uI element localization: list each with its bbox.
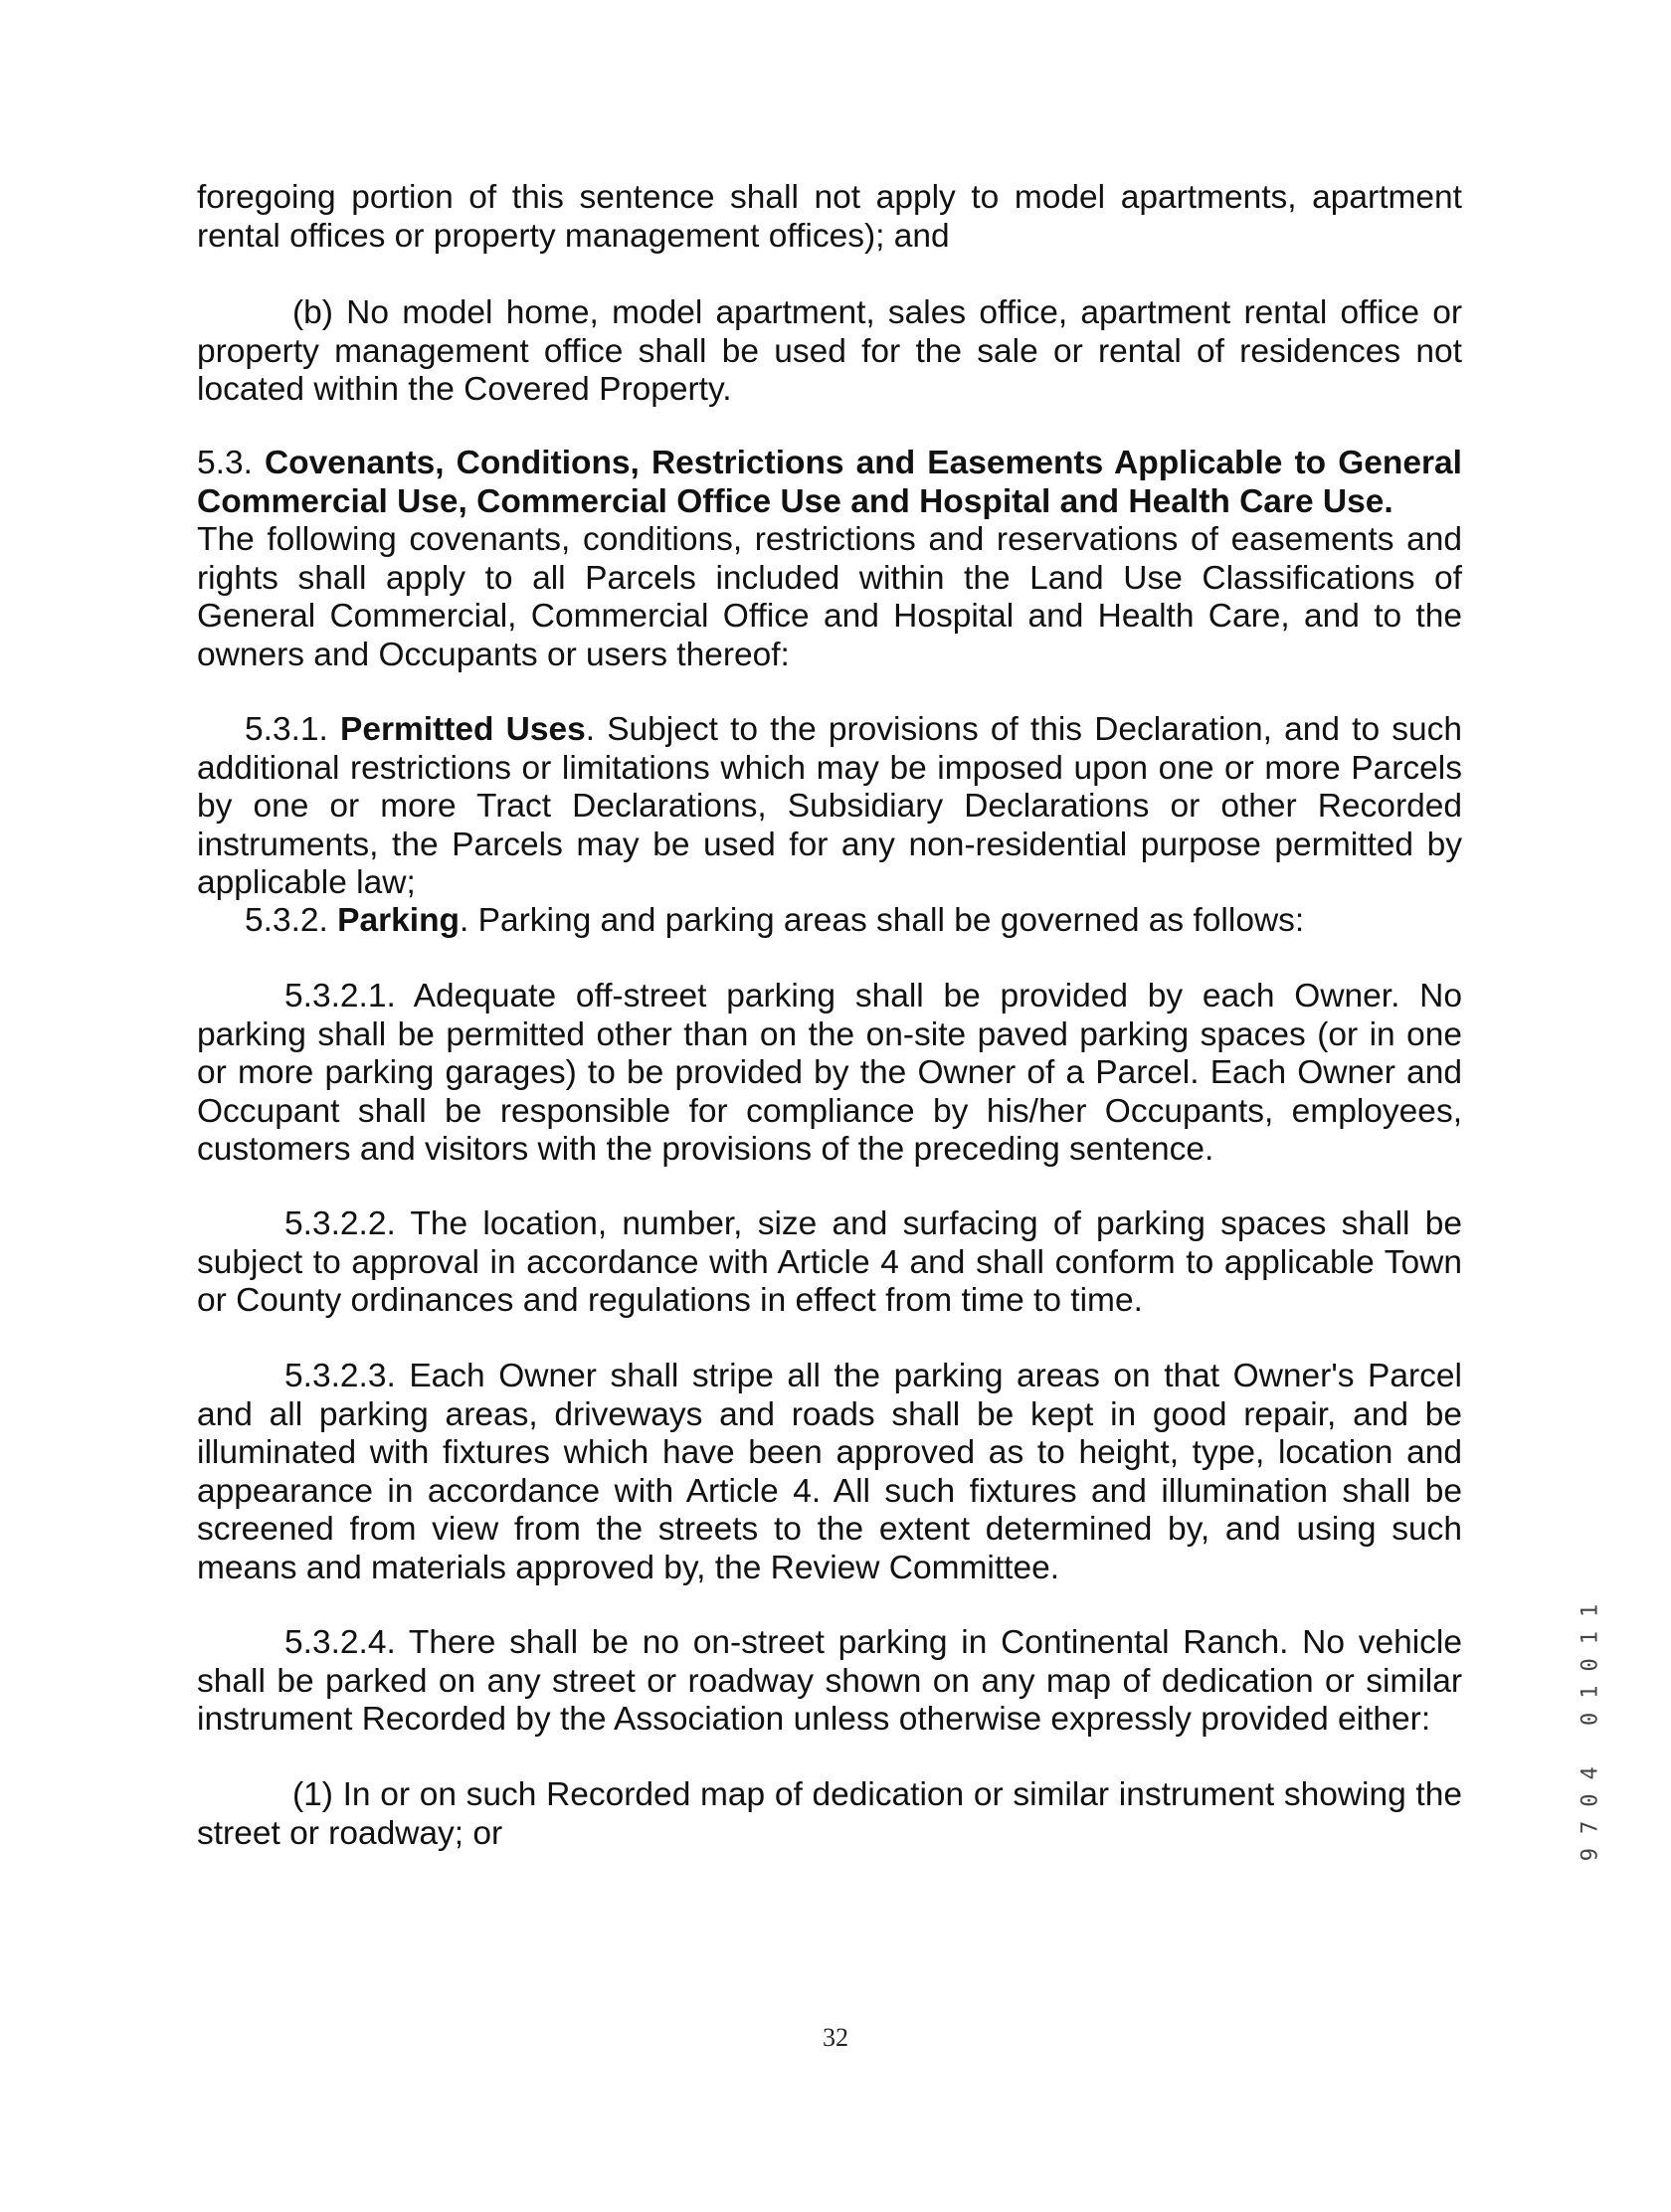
- section-5-3-2-3: [197, 1358, 1462, 1587]
- paragraph-text: 5.3.2.2. The location, number, size and surfacing of parking spaces shall be subject to approval in accordance with Article 4 and shall conform to applicable Town or County ordinances and regulations in effect from time to time.: [197, 1205, 1462, 1319]
- section-5-3-2: [197, 902, 1462, 941]
- section-number: 5.3.1.: [245, 711, 328, 748]
- section-title: Permitted Uses: [339, 711, 586, 748]
- paragraph-text: . Subject to the provisions of this Declaration, and to such additional restrictions or limitations which may be imposed upon one or more Parcels by one or more Tract Declarations, Subsidiary Declarations or other Recorded instruments, the Parcels may be used for any non-residential purpose permitted by applicable law;: [197, 711, 1462, 901]
- section-title: Parking: [337, 902, 461, 939]
- paragraph-b: [197, 294, 1462, 410]
- section-5-3-1: [197, 711, 1462, 903]
- paragraph-text: The following covenants, conditions, restrictions and reservations of easements and rights shall apply to all Parcels included within the Land Use Classifications of General Commercial, Commercial Office and Hospital and Health Care, and to the owners and Occupants or users thereof:: [197, 521, 1462, 673]
- page-number: 32: [823, 2023, 848, 2052]
- section-number: 5.3.2.: [245, 902, 328, 939]
- paragraph-text: . Parking and parking areas shall be governed as follows:: [460, 902, 1305, 939]
- paragraph-text: 5.3.2.3. Each Owner shall stripe all the parking areas on that Owner's Parcel and all parking areas, driveways and roads shall be kept in good repair, and be illuminated with fixtures which have been approved as to height, type, location and appearance in accordance with Article 4. All such fixtures and illumination shall be screened from view from the streets to the extent determined by, and using such means and materials approved by, the Review Committee.: [197, 1358, 1462, 1586]
- margin-stamp-text: 9704 01011: [1578, 1589, 1603, 1862]
- section-5-3-2-4: [197, 1624, 1462, 1740]
- section-5-3-2-1: [197, 978, 1462, 1170]
- paragraph-continuation: [197, 179, 1462, 256]
- paragraph-text: foregoing portion of this sentence shall not apply to model apartments, apartment rental offices or property management offices); and: [197, 179, 1462, 255]
- paragraph-text: (1) In or on such Recorded map of dedication or similar instrument showing the street or roadway; or: [197, 1776, 1462, 1852]
- section-5-3-heading: [197, 445, 1462, 521]
- section-5-3-2-2: [197, 1205, 1462, 1321]
- paragraph-text: 5.3.2.1. Adequate off-street parking shall be provided by each Owner. No parking shall be permitted other than on the on-site paved parking spaces (or in one or more parking garages) to be provided by the Owner of a Parcel. Each Owner and Occupant shall be responsible for compliance by his/her Occupants, employees, customers and visitors with the provisions of the preceding sentence.: [197, 978, 1462, 1168]
- list-item-1: [197, 1776, 1462, 1853]
- section-5-3-body: [197, 521, 1462, 674]
- section-title: Covenants, Conditions, Restrictions and Easements Applicable to General Commercial Use, Commercial Office Use and Hospital and Health Care Use.: [197, 445, 1462, 520]
- paragraph-text: 5.3.2.4. There shall be no on-street parking in Continental Ranch. No vehicle shall be parked on any street or roadway shown on any map of dedication or similar instrument Recorded by the Association unless otherwise expressly provided either:: [197, 1624, 1462, 1738]
- section-number: 5.3.: [197, 445, 253, 481]
- paragraph-text: (b) No model home, model apartment, sales office, apartment rental office or property management office shall be used for the sale or rental of residences not located within the Covered Property.: [197, 294, 1462, 408]
- margin-stamp: [1576, 1562, 1605, 1890]
